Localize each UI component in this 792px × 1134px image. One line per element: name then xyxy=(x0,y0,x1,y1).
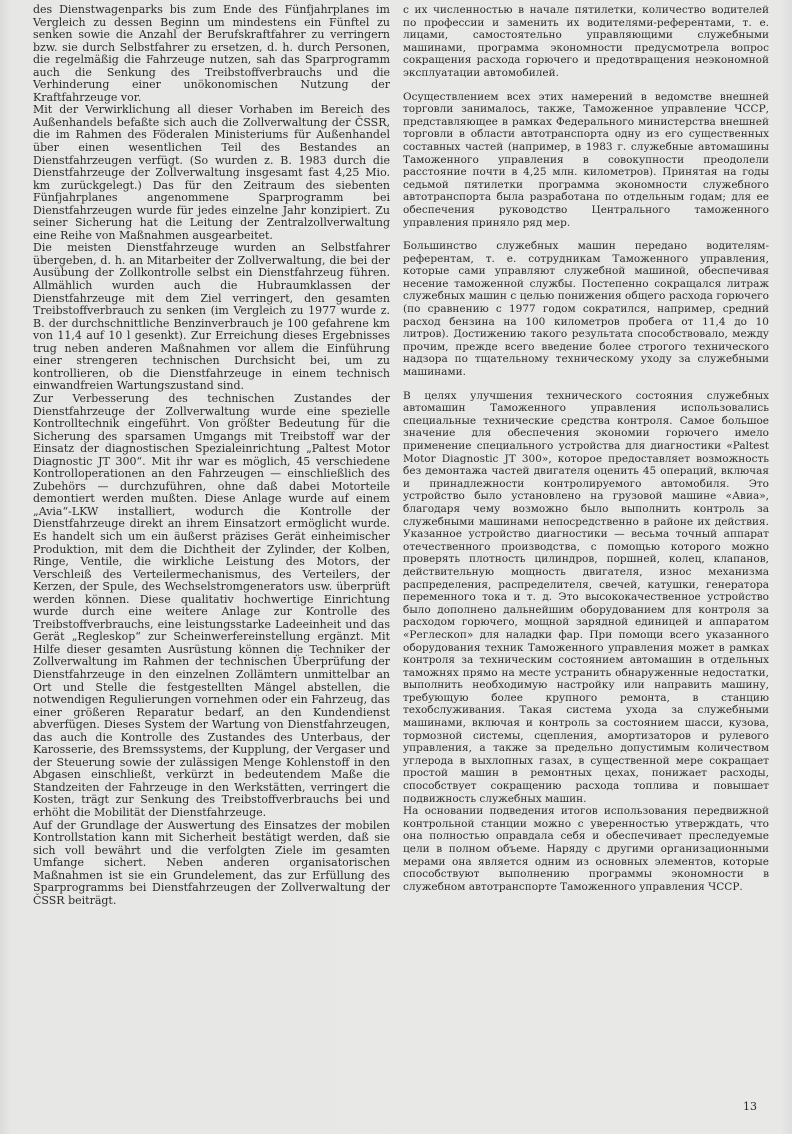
paragraph: Большинство служебных машин передано водителям-референтам, т. е. сотрудникам Таможенного управления, которые сами управляют служебной машиной, обеспечивая несение таможенной службы. Постепенно сокращался литраж служебных машин с целью понижения общего расхода горючего (по сравнению с 1977 годом сократился, например, средний расход бензина на 100 километров пробега от 11,4 до 10 литров). Достижению такого результата способствовало, между прочим, прежде всего введение более строгого технического надзора по тщательному техническому уходу за служебными машинами. xyxy=(403,240,769,379)
page-number: 13 xyxy=(743,1100,757,1113)
paragraph: Mit der Verwirklichung all dieser Vorhaben im Bereich des Außenhandels befaßte sich auch die Zollverwaltung der ČSSR, die im Rahmen des Föderalen Ministeriums für Außenhandel über einen wesentlichen Teil des Bestandes an Dienstfahrzeugen verfügt. (So wurden z. B. 1983 durch die Dienstfahrzeuge der Zollverwaltung insgesamt fast 4,25 Mio. km zurückgelegt.) Das für den Zeitraum des siebenten Fünfjahrplanes angenommene Sparprogramm bei Dienstfahrzeugen wurde für jedes einzelne Jahr konzipiert. Zu seiner Sicherung hat die Leitung der Zentralzollverwaltung eine Reihe von Maßnahmen ausgearbeitet. xyxy=(33,103,390,242)
paragraph: с их численностью в начале пятилетки, количество водителей по профессии и заменить их водителями-референтами, т. е. лицами, самостоятельно управляющими служебными машинами, программа экономности предусмотрела вопрос сокращения расхода горючего и предотвращения неэкономной эксплуатации автомобилей. xyxy=(403,4,769,79)
russian-text-column xyxy=(403,4,769,893)
paragraph: Осуществлением всех этих намерений в ведомстве внешней торговли занималось, также, Таможенное управление ЧССР, представляющее в рамках Федерального министерства внешней торговли в области автотранспорта одну из его существенных составных частей (например, в 1983 г. служебные автомашины Таможенного управления в совокупности преодолели расстояние почти в 4,25 млн. километров). Принятая на годы седьмой пятилетки программа экономности служебного автотранспорта была разработана по отдельным годам; для ее обеспечения руководство Центрального таможенного управления приняло ряд мер. xyxy=(403,90,769,229)
german-text-column xyxy=(33,4,390,907)
paragraph: Zur Verbesserung des technischen Zustandes der Dienstfahrzeuge der Zollverwaltung wurde eine spezielle Kontrolltechnik eingeführt. Von größter Bedeutung für die Sicherung des sparsamen Umgangs mit Treibstoff war der Einsatz der diagnostischen Spezialeinrichtung „Paltest Motor Diagnostic JT 300“. Mit ihr war es möglich, 45 verschiedene Kontrolloperationen an den Fahrzeugen — einschließlich des Zubehörs — durchzuführen, ohne daß dabei Motorteile demontiert werden mußten. Diese Anlage wurde auf einem „Avia“-LKW installiert, wodurch die Kontrolle der Dienstfahrzeuge direkt an ihrem Einsatzort ermöglicht wurde. Es handelt sich um ein äußerst präzises Gerät einheimischer Produktion, mit dem die Dichtheit der Zylinder, der Kolben, Ringe, Ventile, die wirkliche Leistung des Motors, der Verschleiß des Verteilermechanismus, des Verteilers, der Kerzen, der Spule, des Wechselstromgenerators usw. überprüft werden können. Diese qualitativ hochwertige Einrichtung wurde durch eine weitere Anlage zur Kontrolle des Treibstoffverbrauchs, eine leistungsstarke Ladeeinheit und das Gerät „Regleskop“ zur Scheinwerfereinstellung ergänzt. Mit Hilfe dieser gesamten Ausrüstung können die Techniker der Zollverwaltung im Rahmen der technischen Überprüfung der Dienstfahrzeuge in den einzelnen Zollämtern unmittelbar an Ort und Stelle die festgestellten Mängel abstellen, die notwendigen Regulierungen vornehmen oder ein Fahrzeug, das einer größeren Reparatur bedarf, an den Kundendienst abverfügen. Dieses System der Wartung von Dienstfahrzeugen, das auch die Kontrolle des Zustandes des Unterbaus, der Karosserie, des Bremssystems, der Kupplung, der Vergaser und der Steuerung sowie der zulässigen Menge Kohlenstoff in den Abgasen einschließt, verkürzt in bedeutendem Maße die Standzeiten der Fahrzeuge in den Werkstätten, verringert die Kosten, trägt zur Senkung des Treibstoffverbrauchs bei und erhöht die Mobilität der Dienstfahrzeuge. xyxy=(33,391,390,819)
paragraph: В целях улучшения технического состояния служебных автомашин Таможенного управления использовались специальные технические средства контроля. Самое большое значение для обеспечения экономии горючего имело применение специального устройства для диагностики «Paltest Motor Diagnostic JT 300», которое предоставляет возможность без демонтажа частей двигателя оценить 45 операций, включая и принадлежности контролируемого автомобиля. Это устройство было установлено на грузовой машине «Авиа», благодаря чему возможно было выполнить контроль за служебными машинами непосредственно в районе их действия. Указанное устройство диагностики — весьма точный аппарат отечественного производства, с помощью которого можно проверять плотность цилиндров, поршней, колец, клапанов, действительную мощность двигателя, износ механизма распределения, распределителя, свечей, катушки, генератора переменного тока и т. д. Это высококачественное устройство было дополнено дальнейшим оборудованием для контроля за расходом горючего, мощной зарядной единицей и аппаратом «Реглескоп» для наладки фар. При помощи всего указанного оборудования техник Таможенного управления может в рамках контроля за техническим состоянием автомашин в отдельных таможнях прямо на месте устранить обнаруженные недостатки, выполнить необходимую настройку или направить машину, требующую более крупного ремонта, в станцию техобслуживания. Такая система ухода за служебными машинами, включая и контроль за состоянием шасси, кузова, тормозной системы, сцепления, амортизаторов и рулевого управления, а также за предельно допустимым количеством углерода в выхлопных газах, в существенной мере сокращает простой машин в ремонтных цехах, понижает расходы, способствует сокращению расхода топлива и повышает подвижность служебных машин. xyxy=(403,389,769,805)
paragraph: Die meisten Dienstfahrzeuge wurden an Selbstfahrer übergeben, d. h. an Mitarbeiter der Zollverwaltung, die bei der Ausübung der Zollkontrolle selbst ein Dienstfahrzeug führen. Allmählich wurden auch die Hubraumklassen der Dienstfahrzeuge mit dem Ziel verringert, den gesamten Treibstoffverbrauch zu senken (im Vergleich zu 1977 wurde z. B. der durchschnittliche Benzinverbrauch je 100 gefahrene km von 11,4 auf 10 l gesenkt). Zur Erreichung dieses Ergebnisses trug neben anderen Maßnahmen vor allem die Einführung einer strengeren technischen Durchsicht bei, um zu kontrollieren, ob die Dienstfahrzeuge in einem technisch einwandfreien Wartungszustand sind. xyxy=(33,241,390,393)
paragraph: des Dienstwagenparks bis zum Ende des Fünfjahrplanes im Vergleich zu dessen Beginn um mindestens ein Fünftel zu senken sowie die Anzahl der Berufskraftfahrer zu verringern bzw. sie durch Selbstfahrer zu ersetzen, d. h. durch Personen, die regelmäßig die Fahrzeuge nutzen, sah das Sparprogramm auch die Senkung des Treibstoffverbrauchs und die Verhinderung einer unökonomischen Nutzung der Kraftfahrzeuge vor. xyxy=(33,3,390,104)
paragraph: Auf der Grundlage der Auswertung des Einsatzes der mobilen Kontrollstation kann mit Sicherheit bestätigt werden, daß sie sich voll bewährt und die verfolgten Ziele im gesamten Umfange sichert. Neben anderen organisatorischen Maßnahmen ist sie ein Grundelement, das zur Erfüllung des Sparprogramms bei Dienstfahrzeugen der Zollverwaltung der ČSSR beiträgt. xyxy=(33,818,390,907)
paragraph: На основании подведения итогов использования передвижной контрольной станции можно с уверенностью утверждать, что она полностью оправдала себя и обеспечивает преследуемые цели в полном объеме. Наряду с другими организационными мерами она является одним из основных элементов, которые способствуют выполнению программы экономности в служебном автотранспорте Таможенного управления ЧССР. xyxy=(403,805,769,893)
